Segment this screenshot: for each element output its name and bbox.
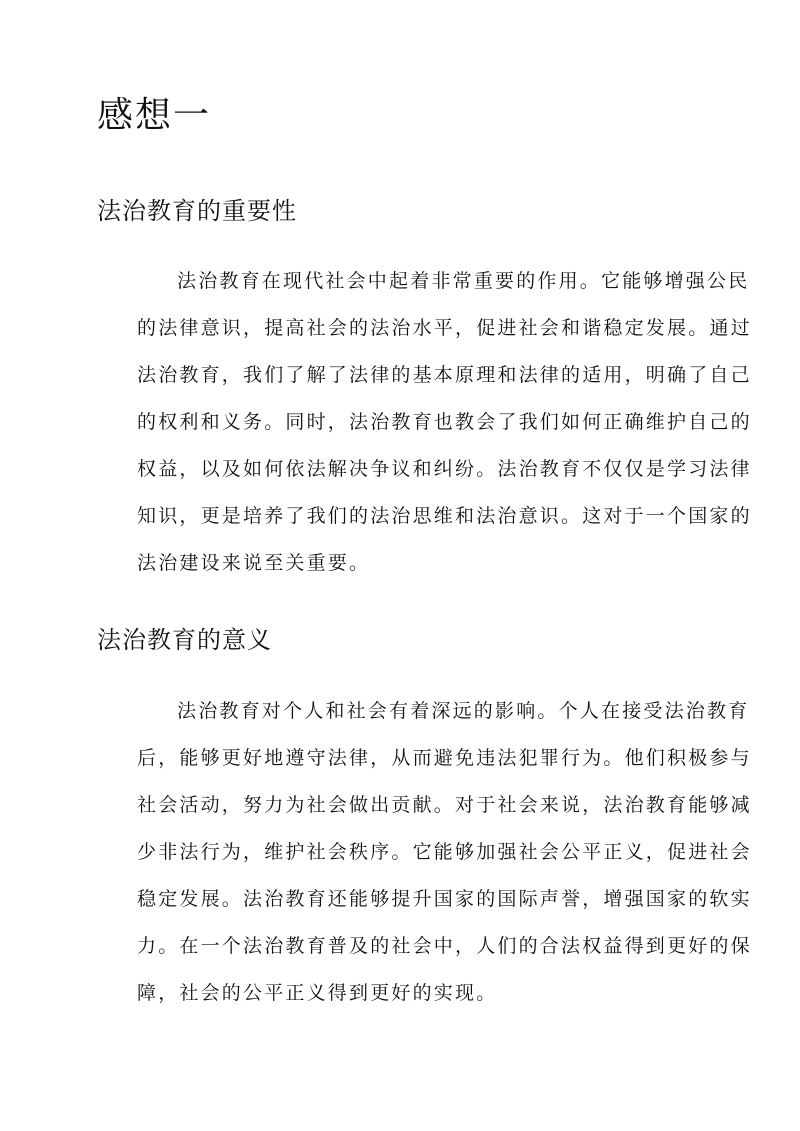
paragraph-line: 稳定发展。法治教育还能够提升国家的国际声誉，增强国家的软实 bbox=[137, 888, 752, 910]
paragraph-significance bbox=[97, 688, 752, 1017]
paragraph-line: 法治教育对个人和社会有着深远的影响。个人在接受法治教育 bbox=[177, 700, 750, 722]
paragraph-line: 社会活动，努力为社会做出贡献。对于社会来说，法治教育能够减 bbox=[137, 794, 752, 816]
section-heading-significance: 法治教育的意义 bbox=[97, 626, 272, 654]
paragraph-line: 权益，以及如何依法解决争议和纠纷。法治教育不仅仅是学习法律 bbox=[137, 458, 752, 480]
paragraph-line: 障，社会的公平正义得到更好的实现。 bbox=[137, 982, 498, 1004]
paragraph-line: 的权利和义务。同时，法治教育也教会了我们如何正确维护自己的 bbox=[137, 411, 752, 433]
paragraph-line: 法治教育，我们了解了法律的基本原理和法律的适用，明确了自己 bbox=[137, 364, 752, 386]
paragraph-line: 力。在一个法治教育普及的社会中，人们的合法权益得到更好的保 bbox=[137, 935, 752, 957]
paragraph-line: 少非法行为，维护社会秩序。它能够加强社会公平正义，促进社会 bbox=[137, 841, 752, 863]
paragraph-line: 法治教育在现代社会中起着非常重要的作用。它能够增强公民 bbox=[177, 270, 750, 292]
paragraph-line: 知识，更是培养了我们的法治思维和法治意识。这对于一个国家的 bbox=[137, 505, 752, 527]
paragraph-line: 后，能够更好地遵守法律，从而避免违法犯罪行为。他们积极参与 bbox=[137, 747, 752, 769]
section-heading-importance: 法治教育的重要性 bbox=[97, 197, 297, 225]
paragraph-line: 的法律意识，提高社会的法治水平，促进社会和谐稳定发展。通过 bbox=[137, 317, 752, 339]
paragraph-line: 法治建设来说至关重要。 bbox=[137, 552, 371, 574]
paragraph-importance bbox=[97, 258, 752, 587]
document-title: 感想一 bbox=[97, 95, 212, 136]
